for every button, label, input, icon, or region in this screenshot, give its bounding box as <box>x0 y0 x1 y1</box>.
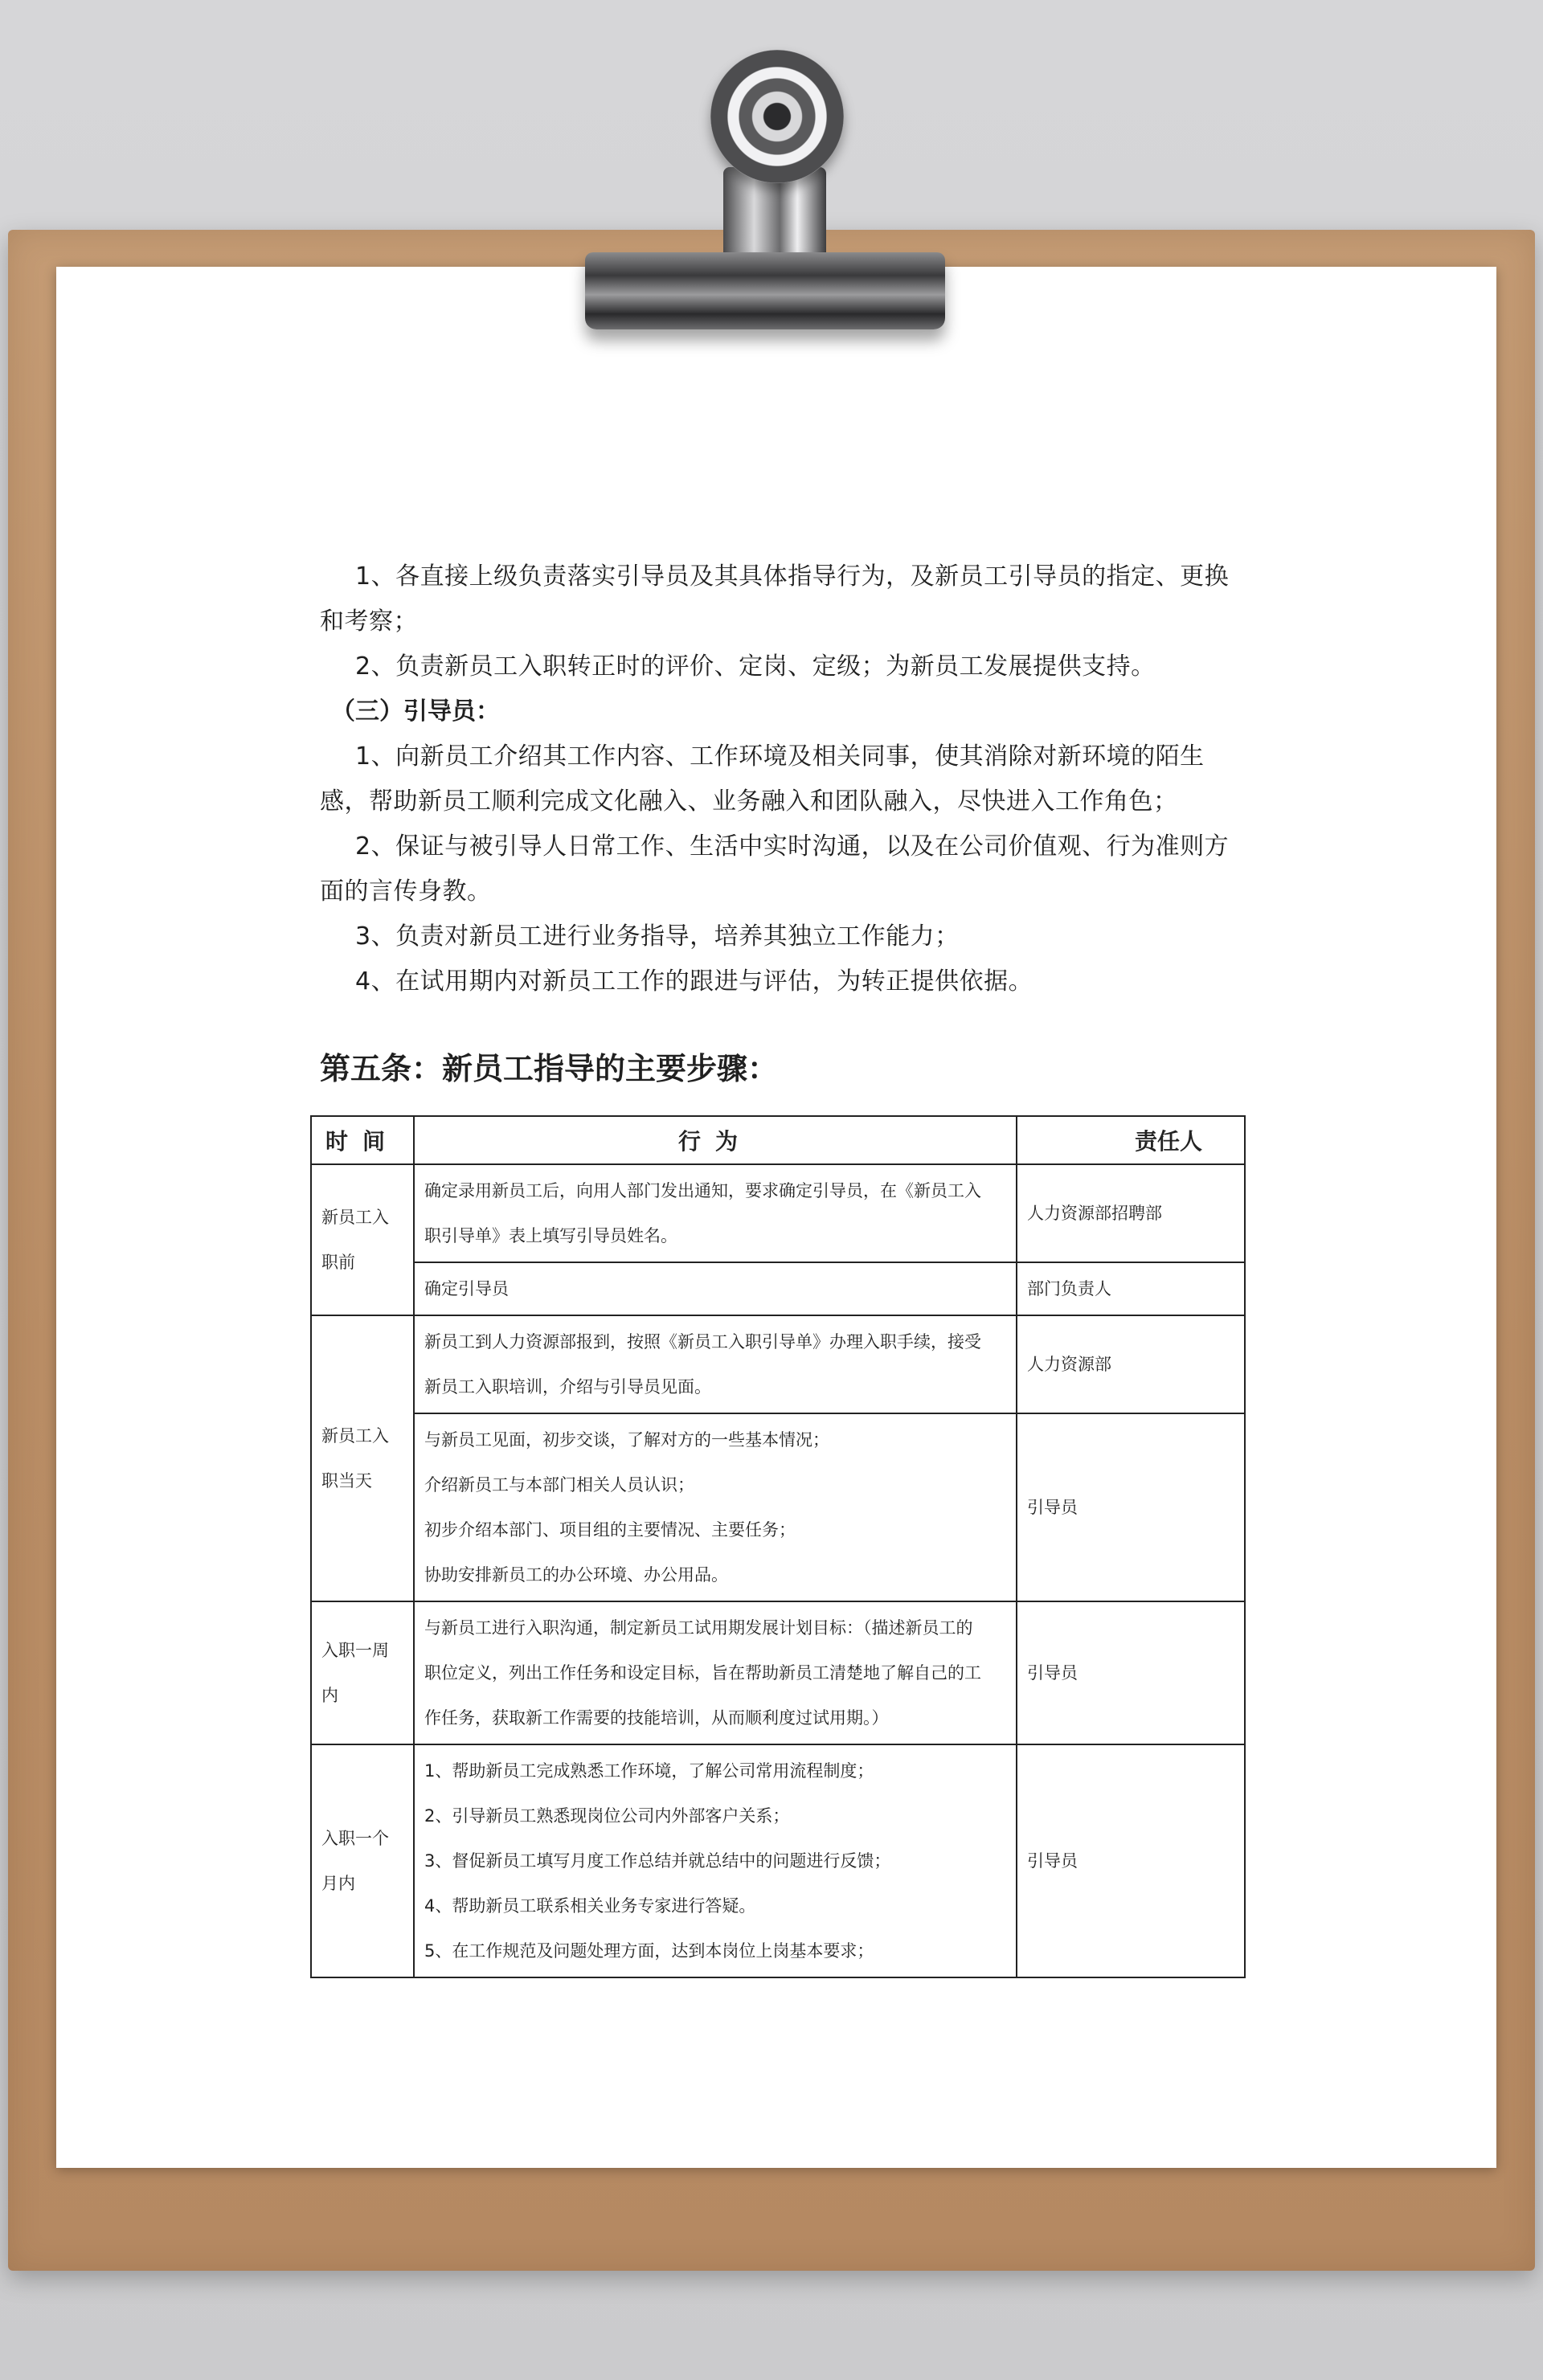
action-line: 初步介绍本部门、项目组的主要情况、主要任务； <box>424 1520 796 1540</box>
duties-paragraphs <box>320 554 1244 1004</box>
header-action: 行为 <box>414 1116 1017 1164</box>
guidance-steps-table <box>310 1115 1246 1978</box>
action-line: 协助安排新员工的办公环境、办公用品。 <box>424 1565 728 1585</box>
action-cell <box>414 1262 1017 1315</box>
paragraph: 2、负责新员工入职转正时的评价、定岗、定级；为新员工发展提供支持。 <box>355 652 1156 681</box>
document-body <box>320 554 1244 1093</box>
table-row <box>311 1164 1245 1262</box>
section-heading: 第五条：新员工指导的主要步骤： <box>320 1051 779 1086</box>
action-line: 与新员工见面，初步交谈，了解对方的一些基本情况； <box>424 1430 829 1450</box>
responsible-cell: 人力资源部 <box>1017 1315 1245 1413</box>
binder-clip-ring <box>710 50 844 183</box>
responsible-cell: 引导员 <box>1017 1601 1245 1744</box>
action-line: 新员工到人力资源部报到，按照《新员工入职引导单》办理入职手续，接受 <box>424 1332 981 1352</box>
action-line: 介绍新员工与本部门相关人员认识； <box>424 1475 694 1495</box>
time-line: 新员工入 <box>321 1208 389 1227</box>
action-cell <box>414 1315 1017 1413</box>
action-line: 新员工入职培训，介绍与引导员见面。 <box>424 1377 711 1397</box>
table-header-row <box>311 1116 1245 1164</box>
responsible-cell: 部门负责人 <box>1017 1262 1245 1315</box>
binder-clip-base <box>585 252 945 329</box>
action-cell <box>414 1744 1017 1977</box>
action-line: 确定引导员 <box>424 1279 509 1298</box>
table-body <box>311 1164 1245 1977</box>
table-row <box>311 1262 1245 1315</box>
action-line: 4、帮助新员工联系相关业务专家进行答疑。 <box>424 1896 756 1916</box>
action-line: 确定录用新员工后，向用人部门发出通知，要求确定引导员，在《新员工入 <box>424 1181 981 1200</box>
time-cell <box>311 1744 414 1977</box>
time-line: 职前 <box>321 1253 355 1272</box>
action-line: 职位定义，列出工作任务和设定目标，旨在帮助新员工清楚地了解自己的工 <box>424 1663 981 1683</box>
time-line: 新员工入 <box>321 1426 389 1446</box>
time-cell <box>311 1601 414 1744</box>
paragraph: 2、保证与被引导人日常工作、生活中实时沟通，以及在公司价值观、行为准则方面的言传身教。 <box>320 832 1230 906</box>
header-responsible: 责任人 <box>1017 1116 1245 1164</box>
subsection-heading: （三）引导员： <box>331 697 500 726</box>
time-line: 入职一个 <box>321 1829 389 1848</box>
action-line: 作任务，获取新工作需要的技能培训，从而顺利度过试用期。） <box>424 1708 889 1728</box>
action-cell <box>414 1601 1017 1744</box>
action-line: 3、督促新员工填写月度工作总结并就总结中的问题进行反馈； <box>424 1851 891 1871</box>
action-line: 2、引导新员工熟悉现岗位公司内外部客户关系； <box>424 1806 790 1826</box>
action-cell <box>414 1164 1017 1262</box>
time-cell <box>311 1315 414 1601</box>
action-cell <box>414 1413 1017 1601</box>
time-line: 内 <box>321 1686 338 1705</box>
time-line: 职当天 <box>321 1471 372 1491</box>
table-row <box>311 1744 1245 1977</box>
time-line: 入职一周 <box>321 1641 389 1660</box>
action-line: 5、在工作规范及问题处理方面，达到本岗位上岗基本要求； <box>424 1941 874 1961</box>
table-row <box>311 1601 1245 1744</box>
action-line: 1、帮助新员工完成熟悉工作环境，了解公司常用流程制度； <box>424 1761 874 1781</box>
responsible-cell: 人力资源部招聘部 <box>1017 1164 1245 1262</box>
action-line: 与新员工进行入职沟通，制定新员工试用期发展计划目标：（描述新员工的 <box>424 1618 973 1638</box>
header-time: 时间 <box>311 1116 414 1164</box>
responsible-cell: 引导员 <box>1017 1744 1245 1977</box>
responsible-cell: 引导员 <box>1017 1413 1245 1601</box>
time-cell <box>311 1164 414 1315</box>
table-row <box>311 1315 1245 1413</box>
paragraph: 1、向新员工介绍其工作内容、工作环境及相关同事，使其消除对新环境的陌生感，帮助新员工顺利完成文化融入、业务融入和团队融入，尽快进入工作角色； <box>320 742 1205 816</box>
action-line: 职引导单》表上填写引导员姓名。 <box>424 1226 677 1245</box>
paragraph: 3、负责对新员工进行业务指导，培养其独立工作能力； <box>355 922 960 951</box>
time-line: 月内 <box>321 1874 355 1893</box>
table-row <box>311 1413 1245 1601</box>
paragraph: 4、在试用期内对新员工工作的跟进与评估，为转正提供依据。 <box>355 967 1033 996</box>
paragraph: 1、各直接上级负责落实引导员及其具体指导行为，及新员工引导员的指定、更换和考察； <box>320 562 1230 636</box>
